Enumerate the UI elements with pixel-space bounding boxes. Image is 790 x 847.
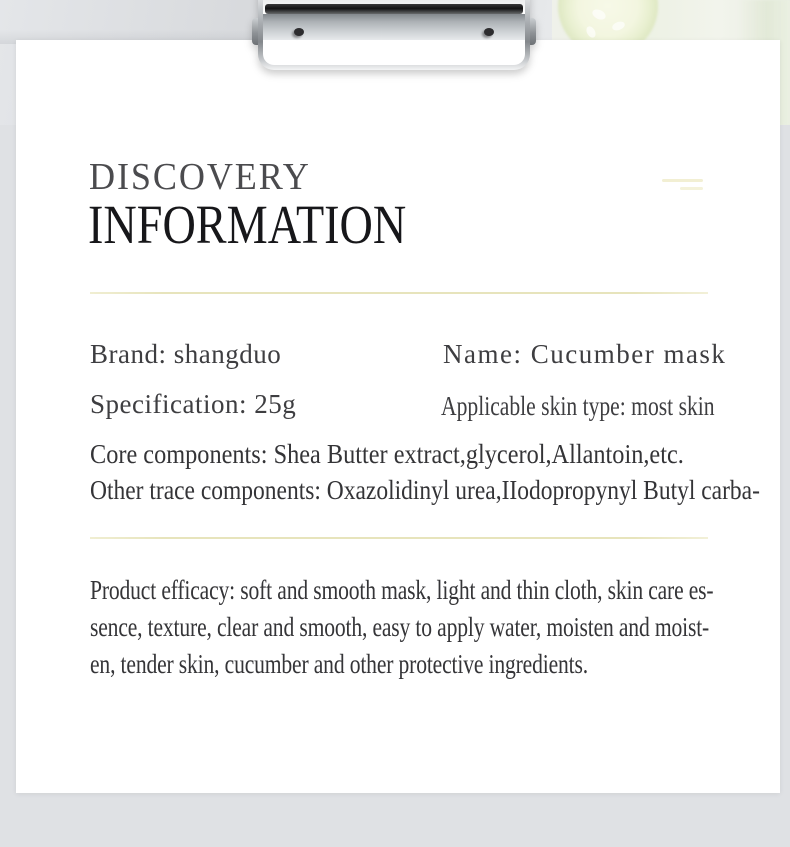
brand-field: Brand: shangduo (90, 339, 282, 369)
clip-dark-bar-icon (265, 4, 523, 14)
clipboard-clip (258, 0, 530, 70)
skin-type-field (441, 391, 783, 421)
page-title: INFORMATION (88, 194, 407, 255)
core-components-field (90, 439, 750, 469)
product-efficacy-paragraph (90, 572, 780, 683)
info-card (16, 40, 780, 793)
clip-silver-band-icon (263, 14, 525, 40)
eyebrow-heading: DISCOVERY (89, 156, 311, 198)
efficacy-line-3: en, tender skin, cucumber and other protective ingredients. (90, 649, 588, 679)
clip-body-icon (263, 0, 525, 65)
skin-type-text: Applicable skin type: most skin (441, 391, 715, 421)
accent-dash-icon (680, 187, 703, 190)
efficacy-line-2: sence, texture, clear and smooth, easy to apply water, moisten and moist- (90, 612, 710, 642)
accent-dash-icon (662, 179, 703, 182)
product-name-field: Name: Cucumber mask (443, 339, 727, 369)
clip-rivet-icon (484, 28, 494, 36)
divider-top (90, 292, 708, 294)
other-components-text: Other trace components: Oxazolidinyl urea,IIodopropynyl Butyl carba- (90, 475, 760, 505)
divider-bottom (90, 537, 708, 539)
core-components-text: Core components: Shea Butter extract,glycerol,Allantoin,etc. (90, 439, 684, 469)
clip-rivet-icon (294, 28, 304, 36)
specification-field: Specification: 25g (90, 389, 297, 419)
other-components-field (90, 475, 790, 505)
efficacy-line-1: Product efficacy: soft and smooth mask, light and thin cloth, skin care es- (90, 575, 714, 605)
